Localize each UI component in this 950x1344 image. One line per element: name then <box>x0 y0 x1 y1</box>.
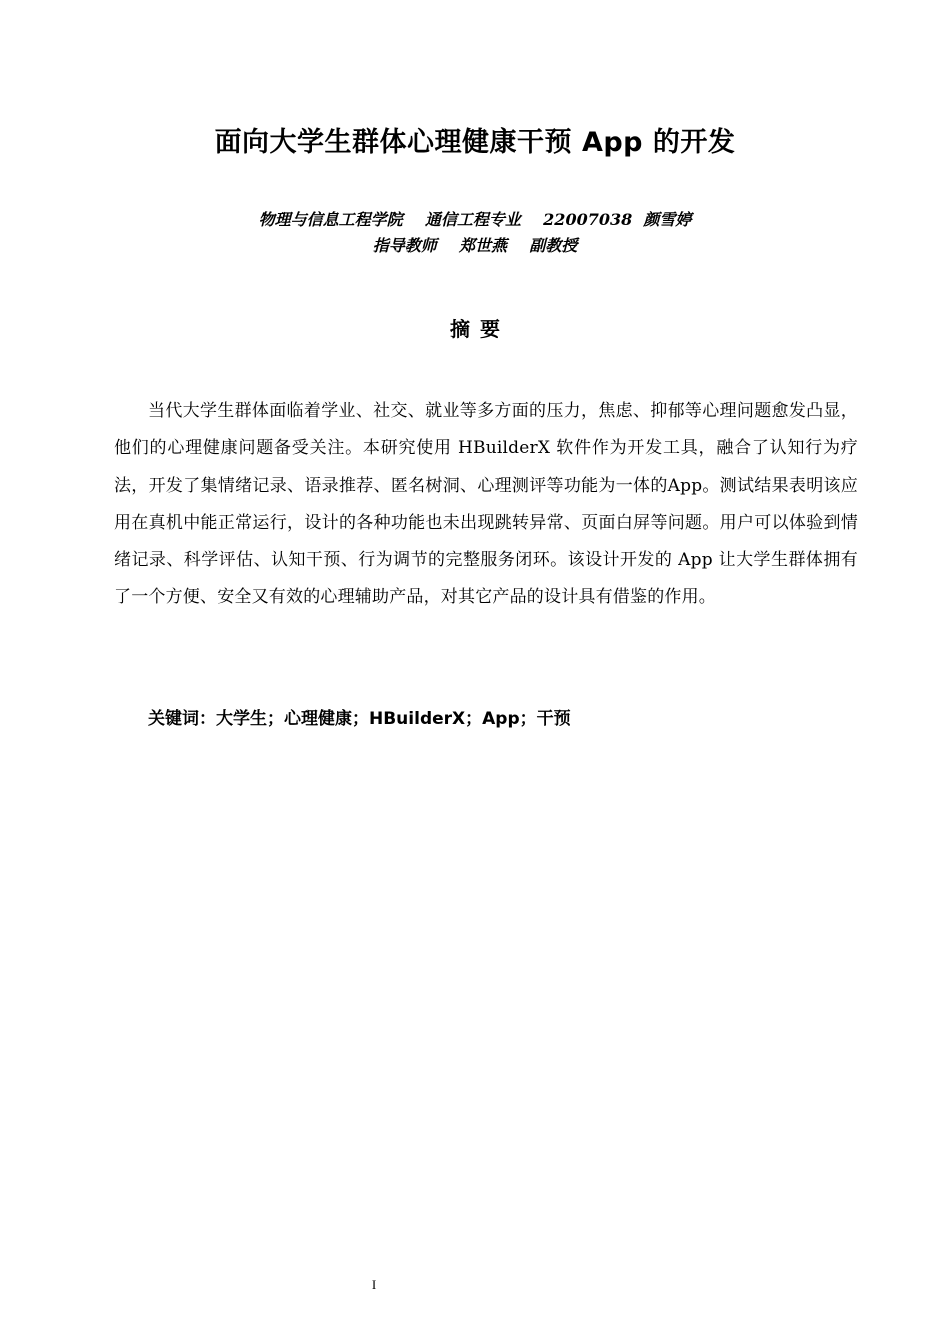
abstract-heading: 摘要 <box>450 317 510 341</box>
abstract-paragraph: 当代大学生群体面临着学业、社交、就业等多方面的压力，焦虑、抑郁等心理问题愈发凸显，他们的心理健康问题备受关注。本研究使用 HBuilderX 软件作为开发工具，融合了认知行为疗法，开发了集情绪记录、语录推荐、匿名树洞、心理测评等功能为一体的App。测试结果表明该应用在真机中能正常运行，设计的各种功能也未出现跳转异常、页面白屏等问题。用户可以体验到情绪记录、科学评估、认知干预、行为调节的完整服务闭环。该设计开发的 App 让大学生群体拥有了一个方便、安全又有效的心理辅助产品，对其它产品的设计具有借鉴的作用。 <box>114 401 858 608</box>
author-affiliation-line: 物理与信息工程学院 通信工程专业 22007038 颜雪婷 <box>258 210 692 229</box>
paper-title: 面向大学生群体心理健康干预 App 的开发 <box>214 127 736 158</box>
keywords-line: 关键词：大学生；心理健康；HBuilderX；App；干预 <box>148 709 571 729</box>
page-number: I <box>371 1277 377 1292</box>
advisor-line: 指导教师 郑世燕 副教授 <box>372 236 578 255</box>
